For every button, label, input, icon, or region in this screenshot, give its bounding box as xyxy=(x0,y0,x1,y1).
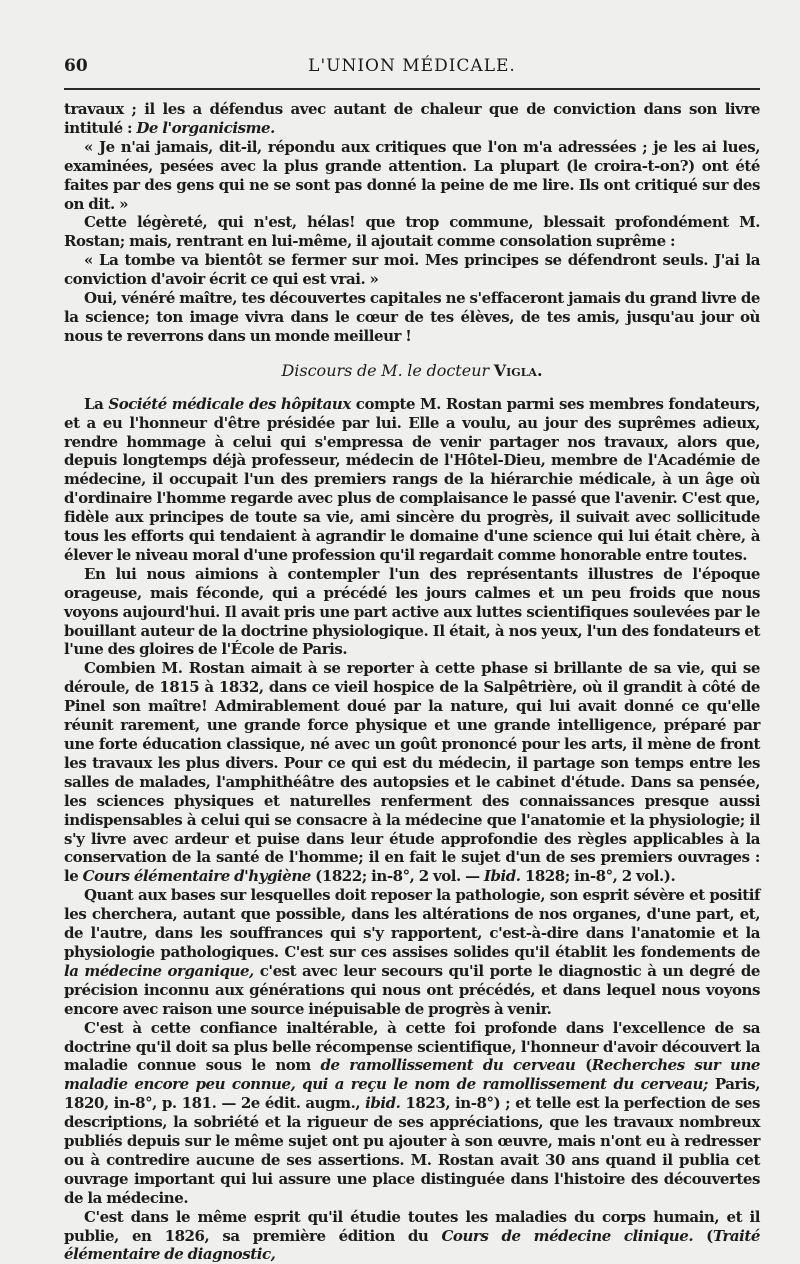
paragraph xyxy=(64,1019,760,1208)
emphasis: la médecine organique, xyxy=(64,961,254,980)
heading-italic: Discours de M. le docteur xyxy=(281,360,494,380)
text-run: c'est avec leur secours qu'il porte le diagnostic à un degré de précision inconnu aux générations qui nous ont précédés, et dans lequel nous voyons encore avec raison une source inépuisable de progrès à venir. xyxy=(64,961,760,1018)
paragraph xyxy=(64,886,760,1018)
text-run: Quant aux bases sur lesquelles doit reposer la pathologie, son esprit sévère et positif les cherchera, autant que possible, dans les altérations de nos organes, d'une part, et, de l'autre, dans les souffrances qui s'y rapportent, c'est-à-dire dans l'anatomie et la physiologie pathologiques. C'est sur ces assises solides qu'il établit les fondements de xyxy=(64,886,760,961)
heading-dot: . xyxy=(536,360,543,380)
paragraph xyxy=(64,395,760,565)
paragraph xyxy=(64,1208,760,1264)
book-title: Cours de médecine clinique. xyxy=(441,1226,694,1245)
text-run: Combien M. Rostan aimait à se reporter à cette phase si brillante de sa vie, qui se déroule, de 1815 à 1832, dans ce vieil hospice de la Salpêtrière, où il grandit à côté de Pinel son maître! Admirablement doué par la nature, qui lui avait donné ce qu'elle réunit rarement, une grande force physique et une grande intelligence, préparé par une forte éducation classique, né avec un goût prononcé pour les arts, il mène de front les travaux les plus divers. Pour ce qui est du médecin, il partage son temps entre les salles de malades, l'amphithéâtre des autopsies et le cabinet d'étude. Dans sa pensée, les sciences physiques et naturelles renferment des connaissances presque aussi indispensables à celui qui se consacre à la médecine que l'anatomie et la physiologie; il s'y livre avec ardeur et puise dans leur étude approfondie des règles applicables à la conservation de la santé de l'homme; il en fait le sujet d'un de ses premiers ouvrages : le xyxy=(64,659,760,886)
heading-name: Vigla xyxy=(493,360,537,380)
text-run: C'est à cette confiance inaltérable, à cette foi profonde dans l'excellence de sa doctrine qu'il doit sa plus belle récompense scientifique, l'honneur d'avoir découvert la maladie connue sous le nom xyxy=(64,1018,760,1075)
text-run: travaux ; il les a défendus avec autant de chaleur que de conviction dans son livre intitulé : xyxy=(64,100,760,137)
text-run: (1822; in-8°, 2 vol. — xyxy=(310,867,484,886)
book-title: Traité élémentaire de diagnostic, xyxy=(64,1226,760,1264)
page-number: 60 xyxy=(64,56,88,76)
text-run: Paris, 1820, in-8°, p. 181. — 2e édit. augm., xyxy=(64,1075,760,1113)
running-title: L'UNION MÉDICALE. xyxy=(308,56,516,76)
emphasis: de ramollissement du cerveau xyxy=(320,1056,576,1075)
header-rule xyxy=(64,88,760,90)
paragraph: « La tombe va bientôt se fermer sur moi. Mes principes se défendront seuls. J'ai la conviction d'avoir écrit ce qui est vrai. » xyxy=(64,251,760,289)
paragraph: Cette légèreté, qui n'est, hélas! que trop commune, blessait profondément M. Rostan; mais, rentrant en lui-même, il ajoutait comme consolation suprême : xyxy=(64,213,760,251)
paragraph xyxy=(64,659,760,886)
text-run: 1823, in-8°) ; et telle est la perfection de ses descriptions, la sobriété et la rigueur de ses appréciations, que les travaux nombreux publiés depuis sur le même sujet ont pu ajouter à son œuvre, mais n'ont eu à redresser ou à contredire aucune de ses assertions. M. Rostan avait 30 ans quand il publia cet ouvrage important qui lui assure une place distinguée dans l'histoire des découvertes de la médecine. xyxy=(64,1094,760,1207)
book-title: Cours élémentaire d'hygiène xyxy=(82,867,311,886)
book-title: De l'organicisme. xyxy=(136,118,275,137)
text-run: compte M. Rostan parmi ses membres fondateurs, et a eu l'honneur d'être présidée par lui. Elle a voulu, au jour des suprêmes adieux, rendre hommage à celui qui s'empressa de venir partager nos travaux, alors que, depuis longtemps déjà professeur, médecin de l'Hôtel-Dieu, membre de l'Académie de médecine, il occupait l'un des premiers rangs de la hiérarchie médicale, à un âge où d'ordinaire l'homme regarde avec plus de complaisance le passé que l'avenir. C'est que, fidèle aux principes de toute sa vie, ami sincère du progrès, il suivait avec sollicitude tous les efforts qui tendaient à agrandir le domaine d'une science qui lui était chère, à élever le niveau moral d'une profession qu'il regardait comme honorable entre toutes. xyxy=(64,394,760,564)
text-run: La xyxy=(84,394,109,413)
text-run: 1828; in-8°, 2 vol.). xyxy=(520,867,676,886)
paragraph: En lui nous aimions à contempler l'un des représentants illustres de l'époque orageuse, mais féconde, qui a précédé les jours calmes et un peu froids que nous voyons aujourd'hui. Il avait pris une part active aux luttes scientifiques soulevées par le bouillant auteur de la doctrine physiologique. Il était, à nos yeux, l'un des fondateurs et l'une des gloires de l'École de Paris. xyxy=(64,564,760,659)
text-run: ( xyxy=(575,1056,592,1075)
paragraph xyxy=(64,100,760,138)
book-title: Recherches sur une maladie encore peu connue, qui a reçu le nom de ramollissement du cerveau; xyxy=(64,1056,760,1094)
paragraph: « Je n'ai jamais, dit-il, répondu aux critiques que l'on m'a adressées ; je les ai lues, examinées, pesées avec la plus grande attention. La plupart (le croira-t-on?) ont été faites par des gens qui ne se sont pas donné la peine de me lire. Ils ont critiqué sur des on dit. » xyxy=(64,137,760,213)
section-rostan-tribute xyxy=(64,100,760,1264)
text-run: C'est dans le même esprit qu'il étudie toutes les maladies du corps humain, et il publie, en 1826, sa première édition du xyxy=(64,1207,760,1245)
page-header xyxy=(64,56,760,86)
citation-ibid: ibid. xyxy=(365,1094,401,1113)
citation-ibid: Ibid. xyxy=(483,867,521,886)
section-heading xyxy=(64,362,760,381)
society-name: Société médicale des hôpitaux xyxy=(108,394,351,413)
paragraph: Oui, vénéré maître, tes découvertes capitales ne s'effaceront jamais du grand livre de la science; ton image vivra dans le cœur de tes élèves, de tes amis, jusqu'au jour où nous te reverrons dans un monde meilleur ! xyxy=(64,289,760,345)
text-run: ( xyxy=(693,1226,713,1245)
